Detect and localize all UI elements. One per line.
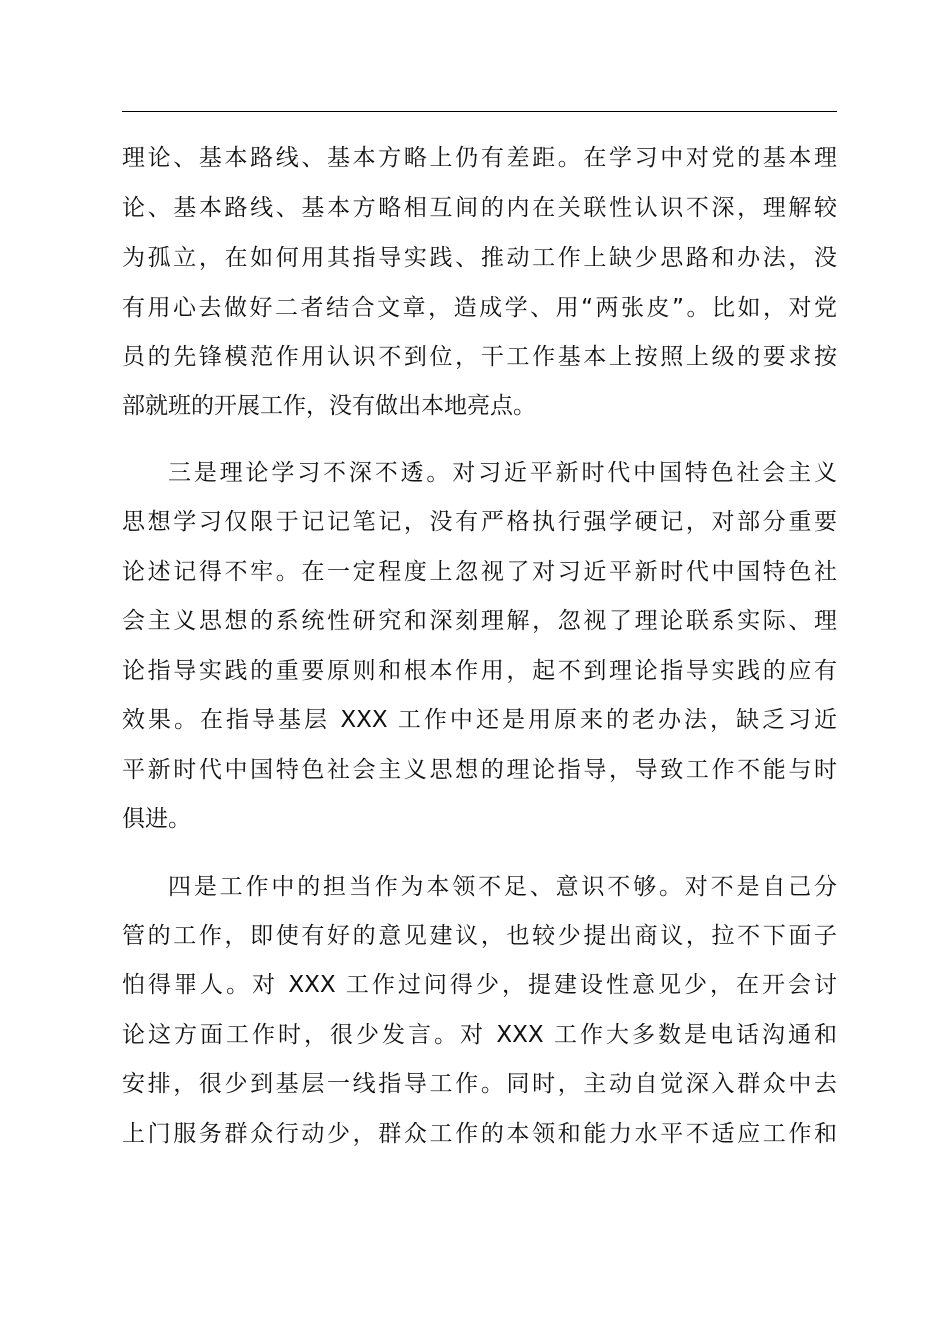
paragraph-3-line-1: 四是工作中的担当作为本领不足、意识不够。对不是自己分 [168, 874, 837, 900]
paragraph-1-line-2: 论、基本路线、基本方略相互间的内在关联性认识不深，理解较 [122, 195, 837, 221]
paragraph-1-line-4: 有用心去做好二者结合文章，造成学、用“两张皮”。比如，对党 [122, 295, 837, 321]
paragraph-1-line-5: 员的先锋模范作用认识不到位，干工作基本上按照上级的要求按 [122, 344, 837, 370]
paragraph-2-line-6: 效果。在指导基层 XXX 工作中还是用原来的老办法，缺乏习近 [122, 707, 837, 733]
paragraph-1-line-6: 部就班的开展工作，没有做出本地亮点。 [122, 393, 536, 419]
paragraph-3-line-2: 管的工作，即使有好的意见建议，也较少提出商议，拉不下面子 [122, 923, 837, 949]
paragraph-3-line-6: 上门服务群众行动少，群众工作的本领和能力水平不适应工作和 [122, 1121, 837, 1147]
paragraph-3-line-4: 论这方面工作时，很少发言。对 XXX 工作大多数是电话沟通和 [122, 1022, 837, 1048]
paragraph-2-line-4: 会主义思想的系统性研究和深刻理解，忽视了理论联系实际、理 [122, 608, 837, 634]
header-rule [122, 111, 837, 112]
paragraph-3-line-3: 怕得罪人。对 XXX 工作过问得少，提建设性意见少，在开会讨 [122, 972, 837, 998]
paragraph-2-line-3: 论述记得不牢。在一定程度上忽视了对习近平新时代中国特色社 [122, 559, 837, 585]
paragraph-2-line-1: 三是理论学习不深不透。对习近平新时代中国特色社会主义 [168, 460, 837, 486]
paragraph-2-line-2: 思想学习仅限于记记笔记，没有严格执行强学硬记，对部分重要 [122, 509, 837, 535]
paragraph-1-line-1: 理论、基本路线、基本方略上仍有差距。在学习中对党的基本理 [122, 145, 837, 171]
paragraph-2-line-5: 论指导实践的重要原则和根本作用，起不到理论指导实践的应有 [122, 658, 837, 684]
paragraph-2-line-7: 平新时代中国特色社会主义思想的理论指导，导致工作不能与时 [122, 757, 837, 783]
paragraph-3-line-5: 安排，很少到基层一线指导工作。同时，主动自觉深入群众中去 [122, 1071, 837, 1097]
paragraph-2-line-8: 俱进。 [122, 806, 191, 832]
paragraph-1-line-3: 为孤立，在如何用其指导实践、推动工作上缺少思路和办法，没 [122, 245, 837, 271]
